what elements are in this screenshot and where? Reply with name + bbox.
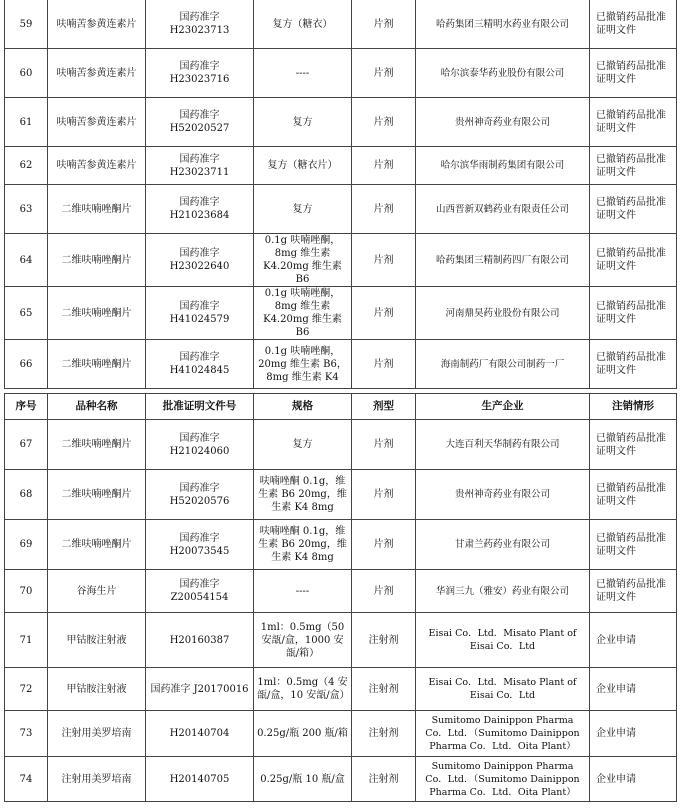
cell-status: 已撤销药品批准证明文件 [590, 98, 677, 147]
table-row [5, 470, 677, 520]
cell-no: 66 [5, 340, 48, 389]
cell-no: 64 [5, 234, 48, 287]
cell-form: 片剂 [352, 49, 416, 98]
cell-maker: 山西晋新双鹤药业有限责任公司 [416, 185, 590, 234]
cell-no: 71 [5, 613, 48, 668]
cell-maker: 大连百利天华制药有限公司 [416, 420, 590, 470]
cell-approval: 国药准字 H41024845 [146, 340, 254, 389]
cell-status: 已撤销药品批准证明文件 [590, 470, 677, 520]
cell-maker: 华润三九（雅安）药业有限公司 [416, 570, 590, 613]
cell-approval: 国药准字 H23023713 [146, 0, 254, 49]
cell-no: 74 [5, 757, 48, 802]
cell-approval: H20160387 [146, 613, 254, 668]
cell-maker: Sumitomo Dainippon Pharma Co．Ltd．（Sumitomo Dainippon Pharma Co．Ltd．Oita Plant） [416, 711, 590, 757]
cell-status: 已撤销药品批准证明文件 [590, 49, 677, 98]
cell-approval: 国药准字 H52020527 [146, 98, 254, 147]
cell-name: 二维呋喃唑酮片 [48, 287, 146, 340]
cell-spec: 0.1g 呋喃唑酮，8mg 维生素 K4.20mg 维生素 B6 [254, 234, 352, 287]
cell-approval: 国药准字 J20170016 [146, 668, 254, 711]
cell-form: 片剂 [352, 470, 416, 520]
cell-no: 72 [5, 668, 48, 711]
cell-form: 片剂 [352, 98, 416, 147]
cell-spec: 0.25g/瓶 10 瓶/盒 [254, 757, 352, 802]
cell-name: 呋喃苦参黄连素片 [48, 0, 146, 49]
cell-name: 甲钴胺注射液 [48, 613, 146, 668]
cell-spec: 0.25g/瓶 200 瓶/箱 [254, 711, 352, 757]
cell-no: 65 [5, 287, 48, 340]
cell-status: 已撤销药品批准证明文件 [590, 340, 677, 389]
cell-maker: Sumitomo Dainippon Pharma Co．Ltd．（Sumitomo Dainippon Pharma Co．Ltd．Oita Plant） [416, 757, 590, 802]
cell-name: 二维呋喃唑酮片 [48, 234, 146, 287]
header-maker: 生产企业 [416, 394, 590, 420]
cell-approval: 国药准字 H23022640 [146, 234, 254, 287]
cell-approval: 国药准字 H21024060 [146, 420, 254, 470]
table-row [5, 570, 677, 613]
cell-status: 已撤销药品批准证明文件 [590, 234, 677, 287]
cell-status: 已撤销药品批准证明文件 [590, 147, 677, 185]
cell-approval: 国药准字 H23023716 [146, 49, 254, 98]
table-row [5, 340, 677, 389]
cell-spec: 呋喃唑酮 0.1g，维生素 B6 20mg，维生素 K4 8mg [254, 470, 352, 520]
cell-approval: 国药准字 H21023684 [146, 185, 254, 234]
cell-spec: 呋喃唑酮 0.1g，维生素 B6 20mg，维生素 K4 8mg [254, 520, 352, 570]
cell-name: 二维呋喃唑酮片 [48, 520, 146, 570]
cell-name: 二维呋喃唑酮片 [48, 340, 146, 389]
cell-spec: 复方（糖衣片） [254, 147, 352, 185]
cell-spec: 1ml：0.5mg（4 安瓿/盒，10 安瓿/盒） [254, 668, 352, 711]
cell-spec: 复方（糖衣） [254, 0, 352, 49]
cell-approval: 国药准字 H20073545 [146, 520, 254, 570]
cell-no: 61 [5, 98, 48, 147]
cell-maker: 甘肃兰药药业有限公司 [416, 520, 590, 570]
table-row [5, 711, 677, 757]
cell-spec: 复方 [254, 420, 352, 470]
cell-status: 企业申请 [590, 613, 677, 668]
header-status: 注销情形 [590, 394, 677, 420]
cell-status: 已撤销药品批准证明文件 [590, 520, 677, 570]
cell-form: 片剂 [352, 147, 416, 185]
cell-approval: 国药准字 H23023711 [146, 147, 254, 185]
drug-table-part-1 [4, 0, 677, 389]
cell-no: 73 [5, 711, 48, 757]
table-row [5, 98, 677, 147]
cell-approval: 国药准字 H41024579 [146, 287, 254, 340]
table-row [5, 757, 677, 802]
cell-spec: 0.1g 呋喃唑酮，20mg 维生素 B6，8mg 维生素 K4 [254, 340, 352, 389]
cell-spec: ---- [254, 49, 352, 98]
table-row [5, 234, 677, 287]
cell-approval: 国药准字 Z20054154 [146, 570, 254, 613]
cell-no: 69 [5, 520, 48, 570]
cell-form: 片剂 [352, 234, 416, 287]
cell-status: 已撤销药品批准证明文件 [590, 0, 677, 49]
cell-name: 谷海生片 [48, 570, 146, 613]
table-row [5, 0, 677, 49]
cell-approval: H20140704 [146, 711, 254, 757]
cell-no: 59 [5, 0, 48, 49]
cell-form: 片剂 [352, 0, 416, 49]
cell-maker: Eisai Co．Ltd．Misato Plant of Eisai Co．Ltd [416, 668, 590, 711]
table-row [5, 49, 677, 98]
cell-name: 呋喃苦参黄连素片 [48, 147, 146, 185]
cell-form: 注射剂 [352, 613, 416, 668]
cell-maker: 河南鼎昊药业股份有限公司 [416, 287, 590, 340]
cell-status: 已撤销药品批准证明文件 [590, 570, 677, 613]
cell-status: 企业申请 [590, 711, 677, 757]
cell-name: 注射用美罗培南 [48, 711, 146, 757]
cell-maker: 海南制药厂有限公司制药一厂 [416, 340, 590, 389]
cell-form: 注射剂 [352, 757, 416, 802]
cell-spec: 复方 [254, 185, 352, 234]
cell-no: 70 [5, 570, 48, 613]
cell-form: 片剂 [352, 520, 416, 570]
table-row [5, 520, 677, 570]
cell-form: 注射剂 [352, 711, 416, 757]
cell-status: 已撤销药品批准证明文件 [590, 185, 677, 234]
cell-no: 67 [5, 420, 48, 470]
cell-name: 二维呋喃唑酮片 [48, 185, 146, 234]
cell-form: 片剂 [352, 340, 416, 389]
cell-spec: 0.1g 呋喃唑酮，8mg 维生素 K4.20mg 维生素 B6 [254, 287, 352, 340]
header-no: 序号 [5, 394, 48, 420]
cell-form: 片剂 [352, 570, 416, 613]
header-form: 剂型 [352, 394, 416, 420]
table-row [5, 185, 677, 234]
cell-no: 60 [5, 49, 48, 98]
cell-no: 63 [5, 185, 48, 234]
cell-status: 企业申请 [590, 757, 677, 802]
cell-spec: ---- [254, 570, 352, 613]
cell-spec: 1ml：0.5mg（50 安瓿/盒，1000 安瓿/箱） [254, 613, 352, 668]
cell-name: 呋喃苦参黄连素片 [48, 98, 146, 147]
cell-approval: 国药准字 H52020576 [146, 470, 254, 520]
cell-no: 68 [5, 470, 48, 520]
cell-form: 片剂 [352, 287, 416, 340]
cell-spec: 复方 [254, 98, 352, 147]
header-approval: 批准证明文件号 [146, 394, 254, 420]
cell-maker: 哈尔滨泰华药业股份有限公司 [416, 49, 590, 98]
cell-form: 片剂 [352, 185, 416, 234]
cell-no: 62 [5, 147, 48, 185]
cell-maker: 哈尔滨华雨制药集团有限公司 [416, 147, 590, 185]
cell-name: 二维呋喃唑酮片 [48, 470, 146, 520]
header-name: 品种名称 [48, 394, 146, 420]
cell-approval: H20140705 [146, 757, 254, 802]
cell-maker: 贵州神奇药业有限公司 [416, 98, 590, 147]
drug-table-part-2 [4, 393, 677, 802]
cell-name: 呋喃苦参黄连素片 [48, 49, 146, 98]
cell-name: 注射用美罗培南 [48, 757, 146, 802]
cell-maker: 哈药集团三精制药四厂有限公司 [416, 234, 590, 287]
cell-status: 已撤销药品批准证明文件 [590, 287, 677, 340]
table-row [5, 613, 677, 668]
table-row [5, 147, 677, 185]
table-header-row [5, 394, 677, 420]
cell-status: 已撤销药品批准证明文件 [590, 420, 677, 470]
cell-form: 片剂 [352, 420, 416, 470]
cell-name: 甲钴胺注射液 [48, 668, 146, 711]
cell-maker: 哈药集团三精明水药业有限公司 [416, 0, 590, 49]
cell-maker: Eisai Co．Ltd．Misato Plant of Eisai Co．Ltd [416, 613, 590, 668]
table-row [5, 420, 677, 470]
header-spec: 规格 [254, 394, 352, 420]
cell-status: 企业申请 [590, 668, 677, 711]
table-row [5, 668, 677, 711]
table-row [5, 287, 677, 340]
cell-name: 二维呋喃唑酮片 [48, 420, 146, 470]
cell-maker: 贵州神奇药业有限公司 [416, 470, 590, 520]
cell-form: 注射剂 [352, 668, 416, 711]
